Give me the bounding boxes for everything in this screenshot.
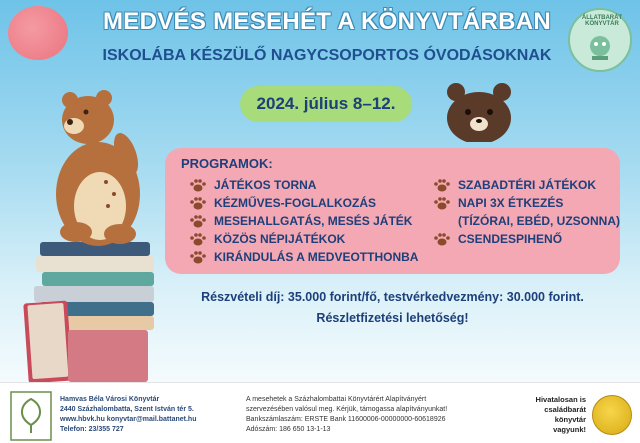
bear-head-illustration bbox=[444, 80, 514, 142]
family-friendly-badge-icon bbox=[592, 395, 632, 435]
program-item bbox=[189, 212, 418, 230]
program-item-label: KIRÁNDULÁS A MEDVEOTTHONBA bbox=[214, 250, 419, 264]
program-item-label: MESEHALLGATÁS, MESÉS JÁTÉK bbox=[214, 214, 413, 228]
paw-icon bbox=[433, 232, 451, 246]
foundation-line: A mesehetek a Százhalombattai Könyvtárért Alapítványért bbox=[246, 396, 427, 403]
paw-icon bbox=[433, 178, 451, 192]
family-line: családbarát bbox=[544, 405, 586, 414]
paw-icon bbox=[189, 250, 207, 264]
animal-friendly-seal-icon bbox=[568, 8, 632, 72]
books-stack-illustration bbox=[23, 242, 154, 382]
bear-illustration bbox=[18, 82, 168, 382]
program-box bbox=[165, 148, 620, 274]
program-item-label: (TÍZÓRAI, EBÉD, UZSONNA) bbox=[458, 214, 620, 228]
library-address: 2440 Százhalombatta, Szent István tér 5. bbox=[60, 406, 194, 413]
program-item bbox=[189, 230, 418, 248]
program-item-label: NAPI 3X ÉTKEZÉS bbox=[458, 196, 564, 210]
paw-icon bbox=[189, 214, 207, 228]
event-subtitle: ISKOLÁBA KÉSZÜLŐ NAGYCSOPORTOS ÓVODÁSOKNAK bbox=[102, 47, 552, 64]
program-item bbox=[433, 230, 620, 248]
paw-icon bbox=[189, 196, 207, 210]
footer bbox=[0, 382, 640, 443]
library-phone: Telefon: 23/355 727 bbox=[60, 426, 124, 433]
tax-number: Adószám: 186 650 13-1-13 bbox=[246, 426, 331, 433]
bank-account: Bankszámlaszám: ERSTE Bank 11600006-00000000-60618926 bbox=[246, 416, 446, 423]
foundation-line: szervezésében valósul meg. Kérjük, támogassa alapítványunkat! bbox=[246, 406, 448, 413]
sun-decoration bbox=[8, 6, 68, 60]
program-heading: PROGRAMOK: bbox=[181, 156, 273, 171]
program-item bbox=[189, 194, 418, 212]
event-title: MEDVÉS MESEHÉT A KÖNYVTÁRBAN bbox=[103, 8, 551, 35]
library-web-email: www.hbvk.hu konyvtar@mail.battanet.hu bbox=[60, 416, 197, 423]
program-item-label: JÁTÉKOS TORNA bbox=[214, 178, 317, 192]
program-item bbox=[433, 194, 620, 212]
program-item-label: KÖZÖS NÉPIJÁTÉKOK bbox=[214, 232, 346, 246]
program-item-continuation bbox=[433, 212, 620, 230]
foundation-info bbox=[246, 395, 486, 435]
program-item bbox=[189, 248, 418, 266]
library-logo-icon bbox=[10, 391, 52, 441]
paw-icon bbox=[189, 178, 207, 192]
program-item-label: CSENDESPIHENŐ bbox=[458, 232, 563, 246]
family-line: könyvtár bbox=[554, 415, 586, 424]
library-name: Hamvas Béla Városi Könyvtár bbox=[60, 396, 160, 403]
paw-icon bbox=[433, 196, 451, 210]
program-item-label: KÉZMŰVES-FOGLALKOZÁS bbox=[214, 196, 376, 210]
program-item bbox=[433, 176, 620, 194]
seal-text: ÁLLATBARÁT KÖNYVTÁR bbox=[581, 15, 623, 27]
installment-text: Részletfizetési lehetőség! bbox=[316, 311, 469, 325]
library-info bbox=[60, 395, 240, 435]
date-pill: 2024. július 8–12. bbox=[240, 86, 412, 122]
family-friendly-text bbox=[520, 395, 586, 435]
program-item bbox=[189, 176, 418, 194]
paw-icon bbox=[189, 232, 207, 246]
family-line: vagyunk! bbox=[553, 425, 586, 434]
program-list-right bbox=[433, 176, 620, 248]
fee-text: Részvételi díj: 35.000 forint/fő, testvérkedvezmény: 30.000 forint. bbox=[201, 290, 584, 304]
family-line: Hivatalosan is bbox=[535, 395, 586, 404]
program-item-label: SZABADTÉRI JÁTÉKOK bbox=[458, 178, 597, 192]
program-list-left bbox=[189, 176, 418, 266]
